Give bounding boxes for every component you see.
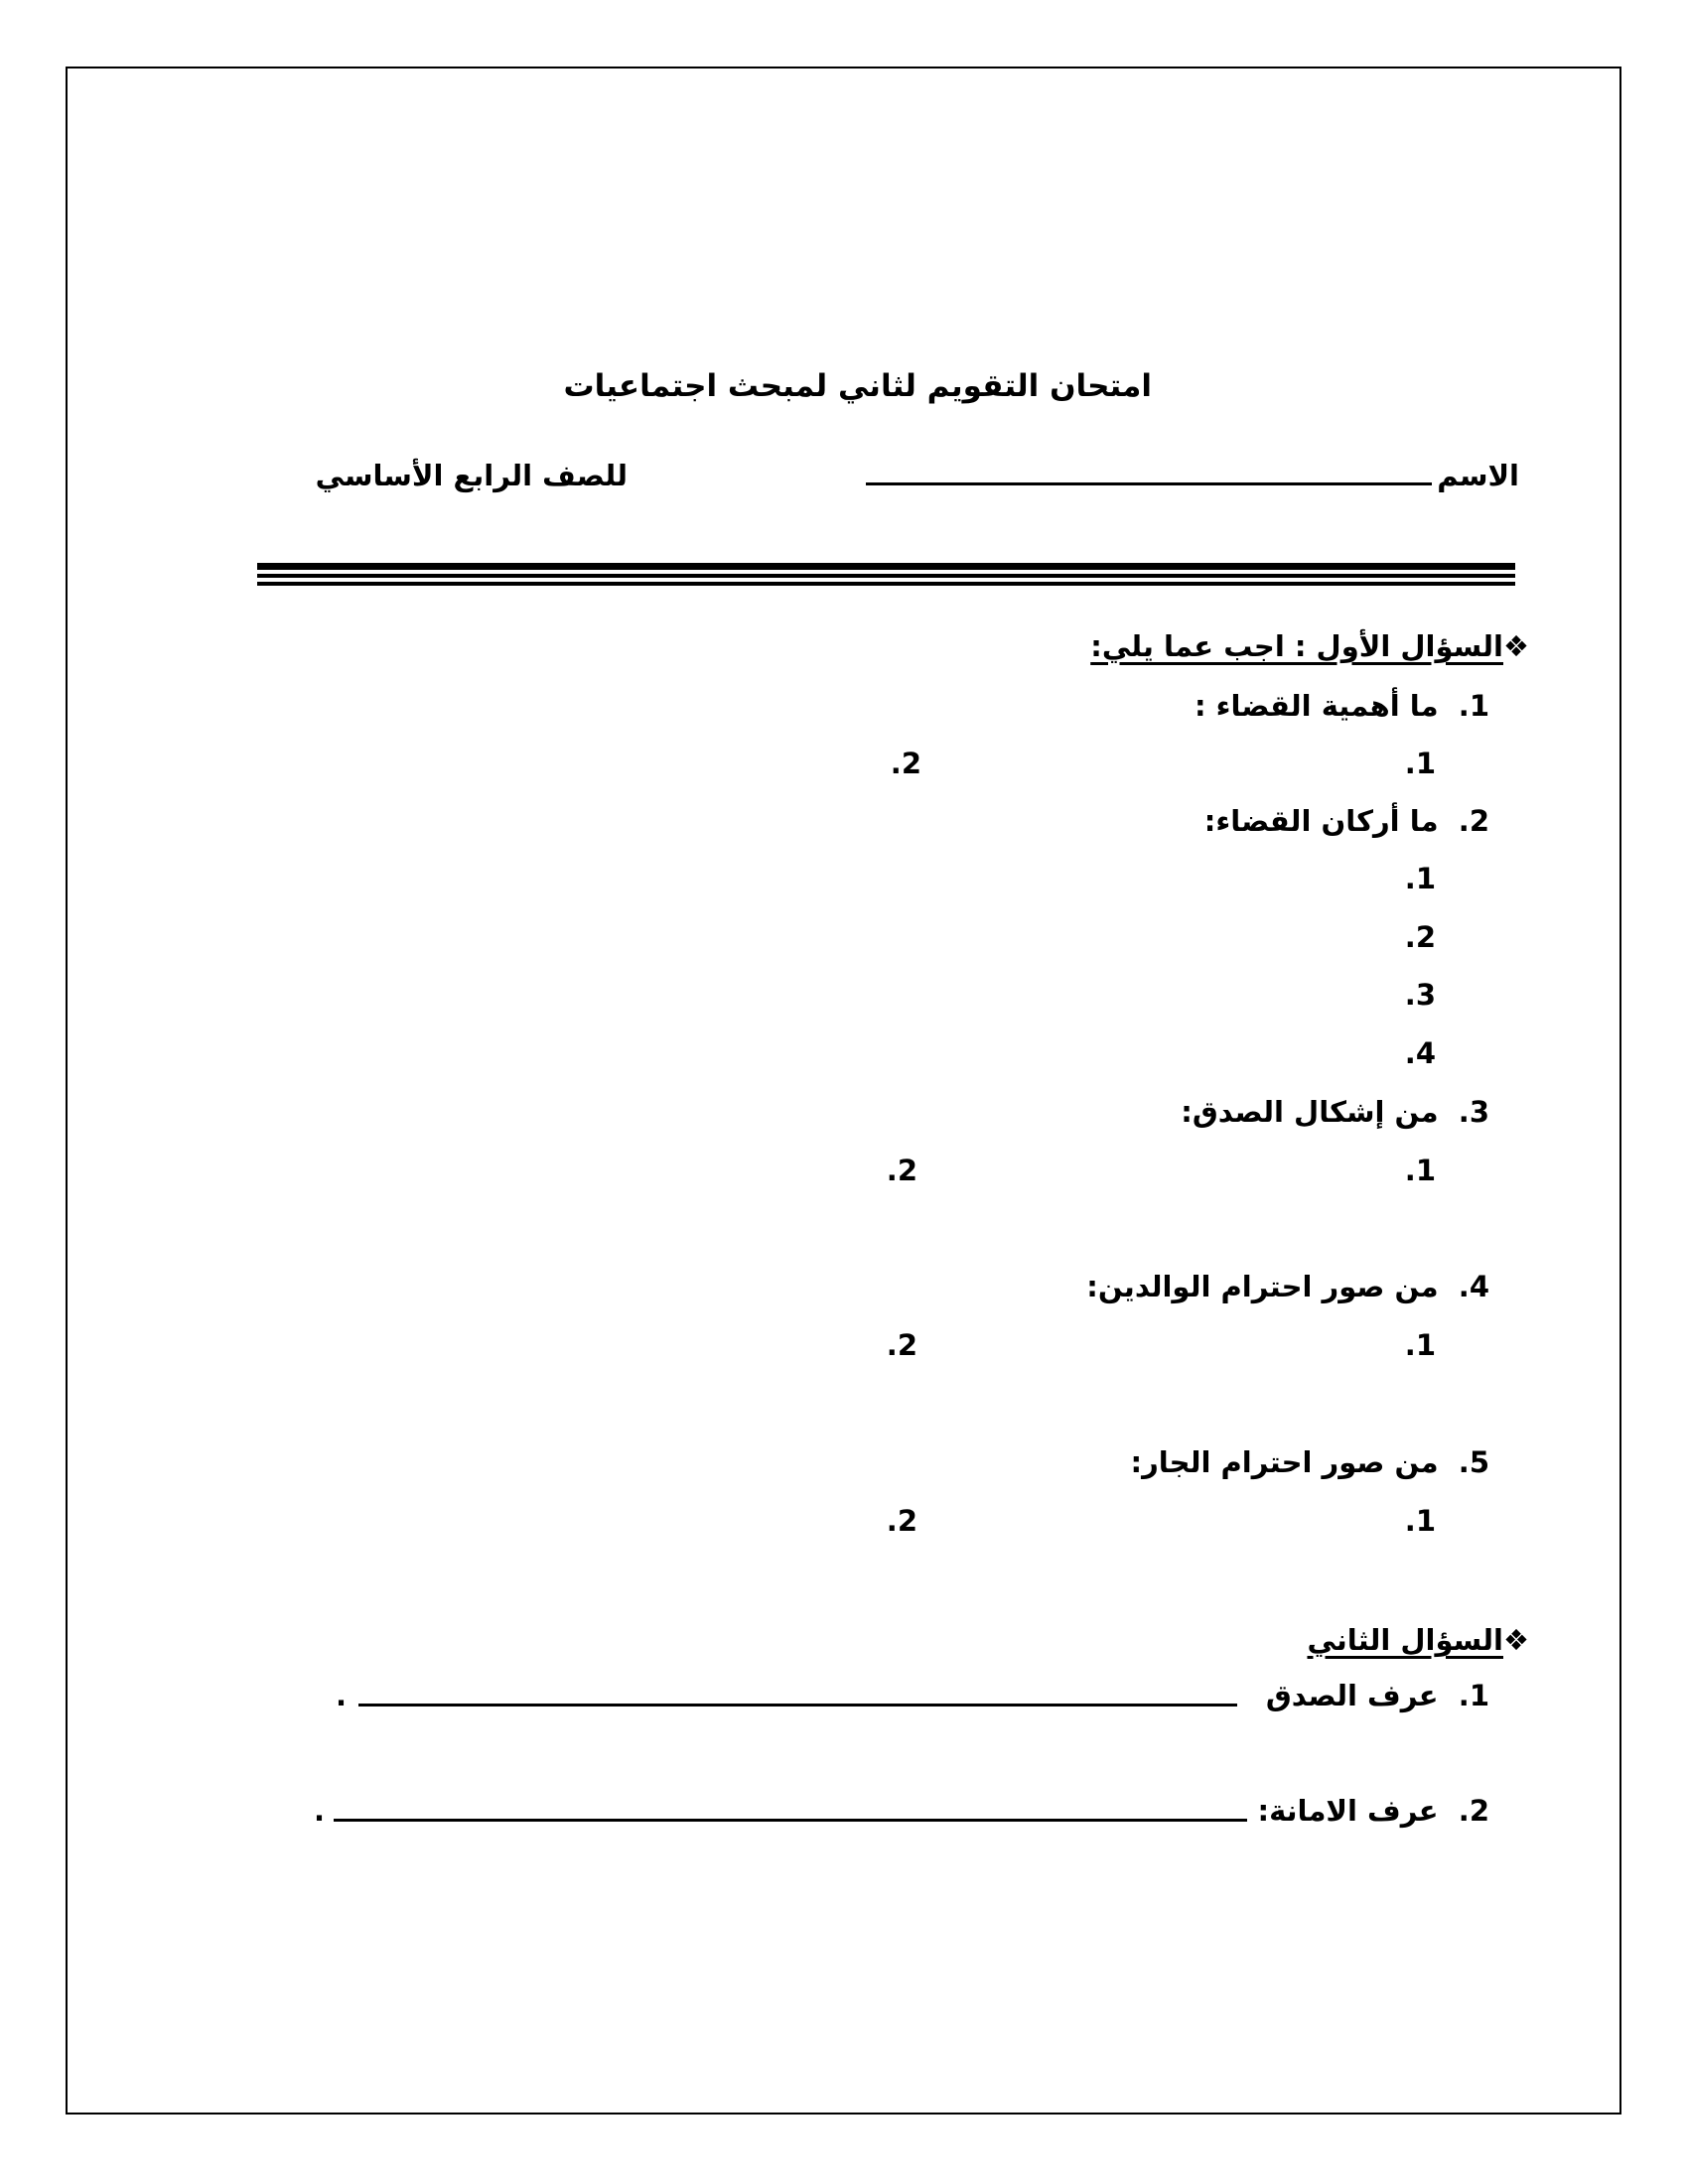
answer-1: 1.	[1404, 862, 1436, 895]
diamond-bullet-icon: ❖	[1503, 629, 1529, 663]
answer-2: 2.	[890, 747, 921, 780]
diamond-bullet-icon: ❖	[1503, 1623, 1529, 1657]
grade-label: للصف الرابع الأساسي	[315, 459, 628, 492]
question-2-title: السؤال الثاني	[1307, 1623, 1503, 1657]
name-label: الاسم	[1437, 459, 1519, 492]
q2-item-1: 1. عرف الصدق	[1265, 1679, 1489, 1712]
line-end-dot: .	[314, 1794, 326, 1828]
divider-thin-1	[257, 574, 1515, 578]
answer-3: 3.	[1404, 978, 1436, 1012]
answer-2: 2.	[886, 1154, 917, 1187]
question-2-heading	[1307, 1620, 1529, 1660]
divider-thin-2	[257, 582, 1515, 586]
question-1-heading	[1090, 626, 1529, 666]
answer-2: 2.	[886, 1504, 917, 1538]
answer-2: 2.	[1404, 920, 1436, 954]
answer-line[interactable]	[334, 1819, 1247, 1822]
answer-1: 1.	[1404, 1328, 1436, 1362]
line-end-dot: .	[336, 1679, 348, 1712]
name-input-line[interactable]	[866, 482, 1432, 485]
q1-item-3: 3. من إشكال الصدق:	[1181, 1095, 1489, 1129]
answer-1: 1.	[1404, 1154, 1436, 1187]
q1-item-5: 5. من صور احترام الجار:	[1130, 1445, 1489, 1479]
divider-thick	[257, 563, 1515, 570]
answer-2: 2.	[886, 1328, 917, 1362]
answer-4: 4.	[1404, 1036, 1436, 1070]
q2-item-2: 2. عرف الامانة:	[1257, 1794, 1489, 1828]
question-1-title: السؤال الأول : اجب عما يلي:	[1090, 629, 1503, 663]
q1-item-1: 1. ما أهمية القضاء :	[1194, 689, 1489, 723]
exam-title: امتحان التقويم لثاني لمبحث اجتماعيات	[563, 368, 1152, 404]
answer-1: 1.	[1404, 1504, 1436, 1538]
answer-line[interactable]	[358, 1704, 1237, 1706]
q1-item-4: 4. من صور احترام الوالدين:	[1086, 1270, 1489, 1303]
answer-1: 1.	[1404, 747, 1436, 780]
q1-item-2: 2. ما أركان القضاء:	[1203, 804, 1489, 838]
